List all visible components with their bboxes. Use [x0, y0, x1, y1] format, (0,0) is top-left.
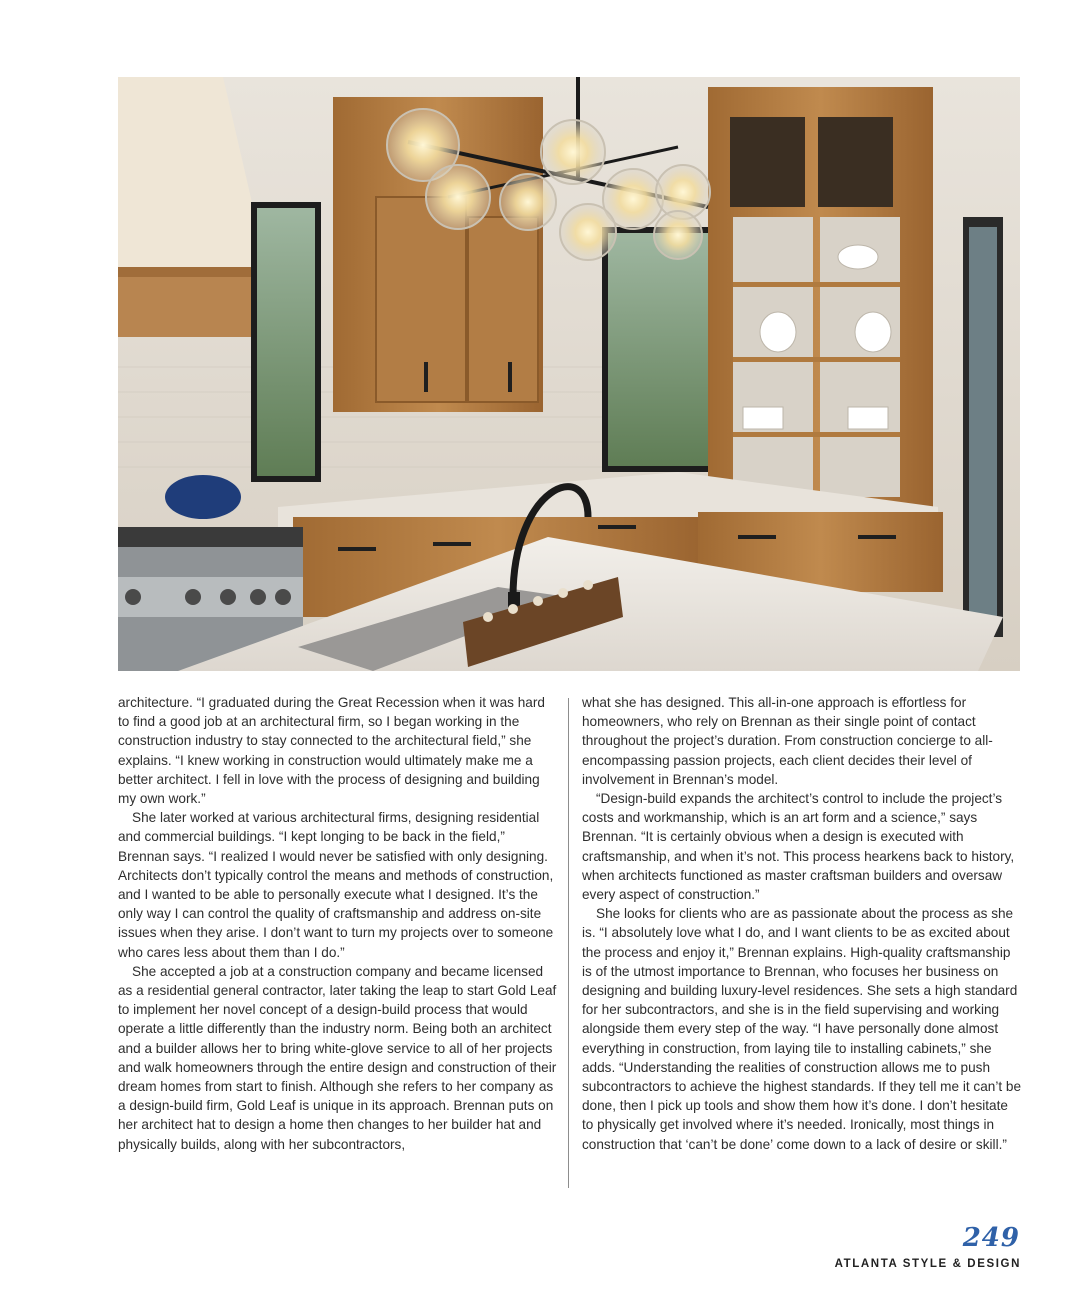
column-divider [568, 698, 569, 1188]
paragraph: She looks for clients who are as passionate about the process as she is. “I absolutely love what I do, and I want clients to be as excited about the process and enjoy it,” Brennan explains. High-quality craftsmanship is of the utmost importance to Brennan, who focuses her business on designing and building luxury-level residences. She sets a high standard for her subcontractors, and she is in the field supervising and working alongside them every step of the way. “I have personally done almost everything in construction, from laying tile to installing cabinets,” she adds. “Understanding the realities of construction allows me to push subcontractors to achieve the highest standards. If they tell me it can’t be done, then I pick up tools and show them how it’s done. I don’t hesitate to physically get involved where it’s needed. Ironically, most things in construction that ‘can’t be done’ come down to a lack of desire or skill.” [582, 906, 1022, 1152]
paragraph: She later worked at various architectural firms, designing residential and commercial buildings. “I kept longing to be back in the field,” Brennan says. “I realized I would never be satisfied with only designing. Architects don’t typically control the means and methods of construction, and I wanted to be able to personally execute what I designed. It’s the only way I can control the quality of craftsmanship and address on-site issues when they arise. I don’t want to turn my projects over to someone who cares less about them than I do.” [118, 810, 554, 960]
article-column-right [582, 693, 1022, 1154]
paragraph: architecture. “I graduated during the Great Recession when it was hard to find a good job at an architectural firm, so I began working in the construction industry to stay connected to the architectural field,” she explains. “I knew working in construction would ultimately make me a better architect. I fell in love with the process of designing and building my own work.” [118, 695, 545, 807]
paragraph: “Design-build expands the architect’s control to include the project’s costs and workmanship, which is an art form and a science,” says Brennan. “It is certainly obvious when a design is executed with craftsmanship, and when it’s not. This process hearkens back to history, when architects functioned as master craftsman builders and oversaw every aspect of construction.” [582, 791, 1015, 903]
page-number: 249 [962, 1223, 1020, 1253]
article-column-left [118, 693, 560, 1154]
kitchen-photo-icon [118, 77, 1020, 671]
paragraph: what she has designed. This all-in-one approach is effortless for homeowners, who rely on Brennan as their single point of contact throughout the project’s duration. From construction concierge to all-encompassing passion projects, each client decides their level of involvement in Brennan’s model. [582, 695, 993, 787]
publication-name: ATLANTA STYLE & DESIGN [834, 1258, 1021, 1270]
kitchen-photo [118, 77, 1020, 671]
paragraph: She accepted a job at a construction company and became licensed as a residential general contractor, later taking the leap to start Gold Leaf to implement her novel concept of a design-build process that would operate a little differently than the industry norm. Being both an architect and a builder allows her to bring white-glove service to all of her projects and walk homeowners through the entire design and construction of their dream homes from start to finish. Although she refers to her company as a design-build firm, Gold Leaf is unique in its approach. Brennan puts on her architect hat to design a home then changes to her builder hat and physically builds, along with her subcontractors, [118, 963, 557, 1152]
